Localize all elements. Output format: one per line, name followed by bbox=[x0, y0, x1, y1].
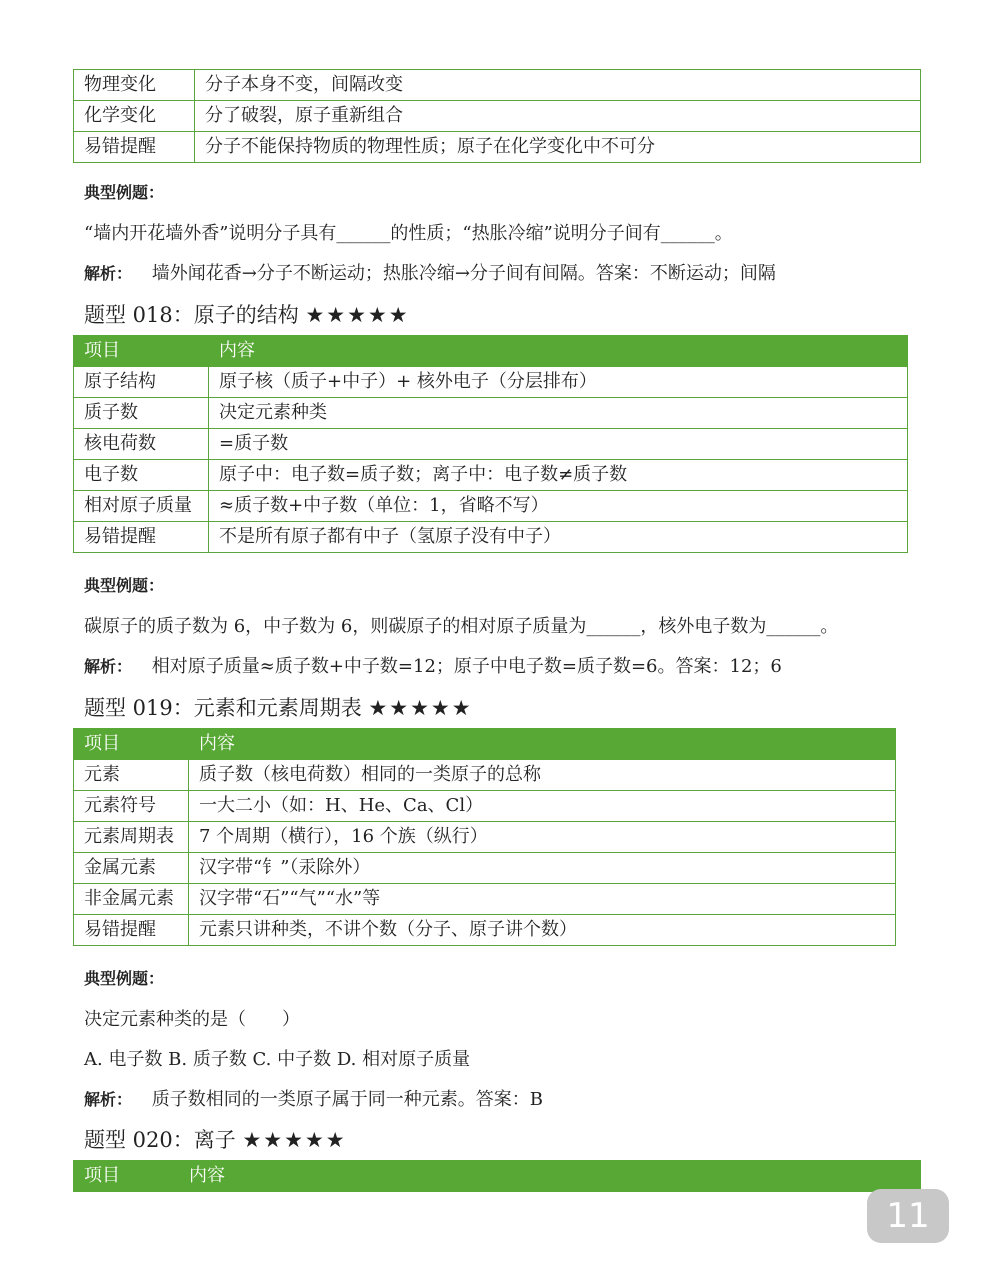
example-answer bbox=[84, 1085, 543, 1111]
table-row bbox=[74, 398, 908, 429]
table-row bbox=[74, 491, 908, 522]
table-row bbox=[74, 429, 908, 460]
table-cell: 质子数 bbox=[74, 398, 209, 429]
table-cell: 元素只讲种类，不讲个数（分子、原子讲个数） bbox=[189, 915, 896, 946]
table-cell: 7 个周期（横行），16 个族（纵行） bbox=[189, 822, 896, 853]
table-cell: 易错提醒 bbox=[74, 915, 189, 946]
table-cell: 元素符号 bbox=[74, 791, 189, 822]
table-row bbox=[74, 367, 908, 398]
table-cell: 易错提醒 bbox=[74, 522, 209, 553]
table-elements bbox=[73, 728, 896, 946]
section-title-text: 题型 018：原子的结构 bbox=[84, 303, 299, 327]
table-row bbox=[74, 101, 921, 132]
table-cell: 原子结构 bbox=[74, 367, 209, 398]
table-cell: 分子本身不变，间隔改变 bbox=[195, 70, 921, 101]
example-question: 碳原子的质子数为 6，中子数为 6，则碳原子的相对原子质量为______，核外电子数为______。 bbox=[84, 616, 839, 637]
example-label: 典型例题： bbox=[84, 576, 165, 595]
table-cell: 原子核（质子+中子）+ 核外电子（分层排布） bbox=[209, 367, 908, 398]
table-cell: 一大二小（如：H、He、Ca、Cl） bbox=[189, 791, 896, 822]
star-rating: ★★★★★ bbox=[242, 1128, 347, 1152]
section-title-text: 题型 019：元素和元素周期表 bbox=[84, 696, 362, 720]
table-cell: =质子数 bbox=[209, 429, 908, 460]
page-number-badge: 11 bbox=[867, 1189, 949, 1243]
table-row bbox=[74, 70, 921, 101]
table-cell: 物理变化 bbox=[74, 70, 195, 101]
example-label: 典型例题： bbox=[84, 183, 165, 202]
section-title-text: 题型 020：离子 bbox=[84, 1128, 236, 1152]
table-cell: 决定元素种类 bbox=[209, 398, 908, 429]
table-cell: 汉字带“石”“气”“水”等 bbox=[189, 884, 896, 915]
table-row bbox=[74, 915, 896, 946]
column-header: 项目 bbox=[74, 729, 189, 760]
table-row bbox=[74, 522, 908, 553]
table-cell: 化学变化 bbox=[74, 101, 195, 132]
star-rating: ★★★★★ bbox=[368, 696, 473, 720]
table-row bbox=[74, 460, 908, 491]
table-cell: 电子数 bbox=[74, 460, 209, 491]
table-cell: 原子中：电子数=质子数；离子中：电子数≠质子数 bbox=[209, 460, 908, 491]
table-cell: 汉字带“钅”（汞除外） bbox=[189, 853, 896, 884]
table-row bbox=[74, 884, 896, 915]
table-row bbox=[74, 822, 896, 853]
table-cell: 分了破裂，原子重新组合 bbox=[195, 101, 921, 132]
table-atom-structure bbox=[73, 335, 908, 553]
section-title bbox=[84, 692, 473, 722]
answer-label: 解析： bbox=[84, 657, 133, 676]
table-cell: 不是所有原子都有中子（氢原子没有中子） bbox=[209, 522, 908, 553]
example-options: A. 电子数 B. 质子数 C. 中子数 D. 相对原子质量 bbox=[84, 1049, 471, 1070]
table-row bbox=[74, 853, 896, 884]
example-answer bbox=[84, 652, 782, 678]
table-cell: 元素 bbox=[74, 760, 189, 791]
table-cell: 质子数（核电荷数）相同的一类原子的总称 bbox=[189, 760, 896, 791]
column-header: 项目 bbox=[74, 336, 209, 367]
column-header: 项目 bbox=[74, 1161, 179, 1192]
example-question: 决定元素种类的是（ ） bbox=[84, 1009, 300, 1030]
section-title bbox=[84, 299, 410, 329]
answer-label: 解析： bbox=[84, 1090, 133, 1109]
table-cell: 元素周期表 bbox=[74, 822, 189, 853]
answer-label: 解析： bbox=[84, 264, 133, 283]
table-cell: 非金属元素 bbox=[74, 884, 189, 915]
table-ions bbox=[73, 1160, 921, 1192]
column-header: 内容 bbox=[189, 729, 896, 760]
column-header: 内容 bbox=[179, 1161, 921, 1192]
answer-text: 墙外闻花香→分子不断运动；热胀冷缩→分子间有间隔。答案：不断运动；间隔 bbox=[151, 263, 776, 284]
answer-text: 相对原子质量≈质子数+中子数=12；原子中电子数=质子数=6。答案：12；6 bbox=[151, 656, 782, 677]
table-cell: 核电荷数 bbox=[74, 429, 209, 460]
table-header-row bbox=[74, 336, 908, 367]
table-header-row bbox=[74, 1161, 921, 1192]
table-cell: 相对原子质量 bbox=[74, 491, 209, 522]
table-row bbox=[74, 791, 896, 822]
column-header: 内容 bbox=[209, 336, 908, 367]
section-title bbox=[84, 1124, 347, 1154]
table-row bbox=[74, 760, 896, 791]
table-cell: 分子不能保持物质的物理性质；原子在化学变化中不可分 bbox=[195, 132, 921, 163]
table-cell: ≈质子数+中子数（单位：1，省略不写） bbox=[209, 491, 908, 522]
example-answer bbox=[84, 259, 776, 285]
star-rating: ★★★★★ bbox=[305, 303, 410, 327]
example-label: 典型例题： bbox=[84, 969, 165, 988]
table-cell: 金属元素 bbox=[74, 853, 189, 884]
example-question: “墙内开花墙外香”说明分子具有______的性质；“热胀冷缩”说明分子间有______。 bbox=[84, 223, 733, 244]
table-cell: 易错提醒 bbox=[74, 132, 195, 163]
table-row bbox=[74, 132, 921, 163]
answer-text: 质子数相同的一类原子属于同一种元素。答案：B bbox=[151, 1089, 543, 1110]
table-molecule-changes bbox=[73, 69, 921, 163]
table-header-row bbox=[74, 729, 896, 760]
